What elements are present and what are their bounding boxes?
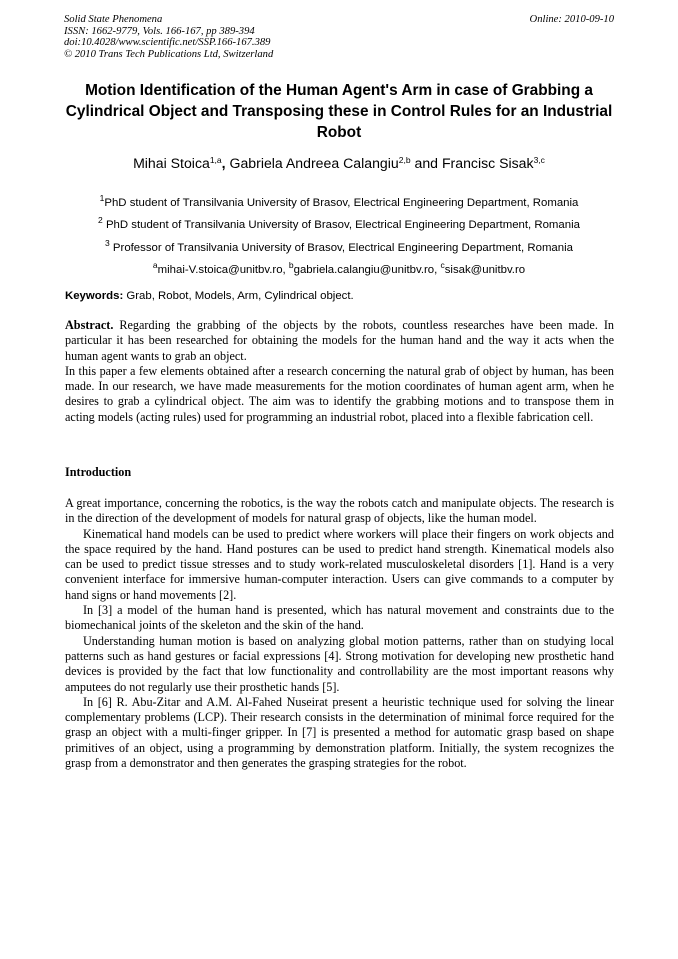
email-text: sisak@unitbv.ro <box>444 263 526 276</box>
journal-copyright: © 2010 Trans Tech Publications Ltd, Switzerland <box>64 48 274 60</box>
keywords <box>65 290 354 302</box>
author-superscript: 3,c <box>533 155 545 165</box>
email-text: mihai-V.stoica@unitbv.ro, <box>157 263 289 276</box>
abstract-paragraph <box>65 318 614 364</box>
affiliations <box>40 190 638 279</box>
affiliation-superscript: 2 <box>98 215 103 226</box>
affiliation-line <box>40 190 638 212</box>
author-superscript: 1,a <box>209 155 222 165</box>
affiliation-text: PhD student of Transilvania University of Brasov, Electrical Engineering Department, Romania <box>104 197 579 209</box>
author-line: Mihai Stoica$^{1,a}$, Gabriela Andreea Calangiu$^{2,b}$ and Francisc Sisak$^{3,c}$ <box>133 155 545 171</box>
paper-title: Motion Identification of the Human Agent's Arm in case of Grabbing a Cylindrical Object and Transposing these in Control Rules for an Industrial Robot <box>65 82 613 141</box>
abstract-paragraph: In this paper a few elements obtained after a research concerning the natural grab of object by human, has been made. In our research, we have made measurements for the motion coordinates of human agent arm, when he desires to grab a cylindrical object. The aim was to identify the grabbing motions and to transpose them in acting models (acting rules) used for programming an industrial robot, placed into a flexible fabrication cell. <box>65 363 614 424</box>
author-conjunction: and <box>414 155 439 171</box>
author-name: Mihai Stoica <box>133 155 210 171</box>
email-superscript: c <box>440 259 445 270</box>
journal-doi: doi:10.4028/www.scientific.net/SSP.166-167.389 <box>64 37 271 49</box>
abstract-label: Abstract. <box>65 318 114 332</box>
section-heading-introduction: Introduction <box>65 465 132 479</box>
email-superscript: b <box>288 259 294 270</box>
intro-paragraph: In [6] R. Abu-Zitar and A.M. Al-Fahed Nuseirat present a heuristic technique used for solving the linear complementary problems (LCP). Their research consists in the determination of minimal force required for the grasp an object with a multi-finger gripper. In [7] is presented a method for automatic grasp based on shape primitives of an object, using a programming by demonstration platform. Initially, the system recognizes the grasp from a demonstrator and then generates the grasping strategies for the robot. <box>65 694 614 771</box>
author-superscript: 2,b <box>398 155 411 165</box>
intro-paragraph: A great importance, concerning the robotics, is the way the robots catch and manipulate objects. The research is in the direction of the development of models for natural grasp of objects, like the human model. <box>65 496 614 526</box>
journal-issn: ISSN: 1662-9779, Vols. 166-167, pp 389-394 <box>64 25 255 37</box>
journal-name: Solid State Phenomena <box>64 14 163 25</box>
author-name: Gabriela Andreea Calangiu <box>229 155 399 171</box>
email-line <box>40 257 638 279</box>
email-superscript: a <box>152 259 158 270</box>
intro-paragraph: Kinematical hand models can be used to predict where workers will place their fingers on work objects and the space required by the hand. Hand postures can be used to predict hand strength. Kinematical models also can be used to predict tissue stresses and to study work-related musculoskeletal disorders [1]. Hand is a very convenient interface for immersive human-computer interaction. Users can give commands to a computer by hand signs or hand movements [2]. <box>65 526 614 602</box>
online-date: Online: 2010-09-10 <box>529 14 614 25</box>
keywords-text: Grab, Robot, Models, Arm, Cylindrical object. <box>126 290 354 302</box>
intro-paragraph: Understanding human motion is based on analyzing global motion patterns, rather than on studying local patterns such as hand gestures or facial expressions [4]. Strong motivation for developing new prosthetic hand devices is provided by the fact that low functionality and controllability are the most important reasons why amputees do not regularly use their prosthetic hands [5]. <box>65 633 614 694</box>
journal-header <box>64 14 273 60</box>
affiliation-text: PhD student of Transilvania University of Brasov, Electrical Engineering Department, Romania <box>105 219 580 232</box>
affiliation-superscript: 3 <box>105 237 110 248</box>
affiliation-superscript: 1 <box>99 193 105 203</box>
abstract-text: Regarding the grabbing of the objects by the robots, countless researches have been made. In particular it has been researched for obtaining the models for the human hand and the way it acts when the human agent wants to grab an object. <box>65 318 614 363</box>
author-name: Francisc Sisak <box>441 155 534 171</box>
affiliation-line <box>40 212 638 234</box>
introduction-body <box>65 496 614 771</box>
email-text: gabriela.calangiu@unitbv.ro, <box>293 263 441 276</box>
intro-paragraph: In [3] a model of the human hand is presented, which has natural movement and constraints due to the biomechanical joints of the skeleton and the skin of the hand. <box>65 603 614 633</box>
affiliation-line <box>40 235 638 257</box>
keywords-label: Keywords: <box>65 290 124 302</box>
abstract <box>65 318 614 425</box>
affiliation-text: Professor of Transilvania University of Brasov, Electrical Engineering Department, Romania <box>112 241 573 254</box>
